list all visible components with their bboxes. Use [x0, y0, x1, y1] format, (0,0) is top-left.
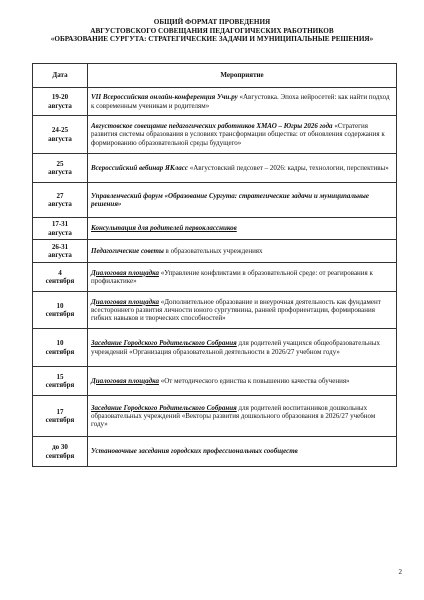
event-description [88, 154, 397, 183]
event-details: для родителей учащихся общеобразовательных учреждений «Организация образовательной деятельности в 2026/27 учебном году» [91, 339, 380, 356]
event-date: до 30 сентября [33, 437, 88, 467]
event-description [88, 218, 397, 240]
title-line-3: «ОБРАЗОВАНИЕ СУРГУТА: СТРАТЕГИЧЕСКИЕ ЗАДАЧИ И МУНИЦИПАЛЬНЫЕ РЕШЕНИЯ» [50, 35, 374, 44]
event-date: 15 сентября [33, 367, 88, 396]
event-details: «Управление конфликтами в образовательной среде: от реагирования к профилактике» [91, 268, 373, 285]
event-title: Управленческий форум «Образование Сургута: стратегические задачи и муниципальные решения» [91, 191, 370, 208]
event-date: 19-20 августа [33, 88, 88, 116]
event-description [88, 292, 397, 329]
event-details: для родителей воспитанников дошкольных образовательных учреждений «Векторы развития дошкольного образования в 2026/27 учебном году» [91, 403, 376, 429]
table-row [33, 88, 397, 116]
table-row [33, 367, 397, 396]
event-details: «Стратегия развития системы образования в условиях трансформации общества: от обновления содержания к формированию образовательной среды будущего» [91, 122, 385, 147]
event-title: Педагогические советы [91, 246, 164, 255]
event-date: 17 сентября [33, 396, 88, 437]
event-title: Заседание Городского Родительского Собрания [91, 403, 237, 412]
event-details: «От методического единства к повышению качества обучения» [158, 376, 350, 385]
event-date: 24-25 августа [33, 116, 88, 154]
event-description [88, 240, 397, 263]
table-row [33, 154, 397, 183]
event-title: Диалоговая площадка [91, 297, 159, 306]
event-details: «Августовский педсовет – 2026: кадры, технологии, перспективы» [187, 163, 389, 172]
table-row [33, 437, 397, 467]
event-description [88, 183, 397, 218]
title-line-2: АВГУСТОВСКОГО СОВЕЩАНИЯ ПЕДАГОГИЧЕСКИХ РАБОТНИКОВ [90, 26, 334, 35]
event-title: Диалоговая площадка [91, 376, 159, 385]
event-date: 10 сентября [33, 329, 88, 367]
header-date: Дата [33, 64, 88, 88]
table-row [33, 116, 397, 154]
event-description [88, 116, 397, 154]
event-title: VII Всероссийская онлайн-конференция Учи.ру [91, 93, 238, 102]
table-row [33, 183, 397, 218]
event-date: 25 августа [33, 154, 88, 183]
event-title: Установочные заседания городских профессиональных сообществ [91, 447, 298, 456]
event-date: 17-31 августа [33, 218, 88, 240]
event-date: 4 сентября [33, 263, 88, 292]
event-description [88, 88, 397, 116]
event-details: «Дополнительное образование и внеурочная деятельность как фундамент всестороннего развития личности юного сургутянина, ранней профориентации, формирования гибких навыков и творческих способностей» [91, 297, 381, 323]
table-row [33, 329, 397, 367]
event-description [88, 367, 397, 396]
event-description [88, 263, 397, 292]
schedule-table [32, 63, 397, 467]
page-number: 2 [398, 568, 402, 576]
event-title: Диалоговая площадка [91, 268, 159, 277]
event-title: Всероссийский вебинар ЯКласс [91, 163, 188, 172]
event-description [88, 329, 397, 367]
document-title [0, 18, 424, 44]
table-row [33, 396, 397, 437]
event-details: в образовательных учреждениях [163, 246, 263, 255]
event-title: Заседание Городского Родительского Собрания [91, 339, 237, 348]
header-event: Мероприятие [88, 64, 397, 88]
table-header-row [33, 64, 397, 88]
event-date: 26-31 августа [33, 240, 88, 263]
event-details: «Августовка. Эпоха нейросетей: как найти подход к современным ученикам и родителям» [91, 93, 390, 110]
event-title: Консультация для родителей первоклассников [91, 224, 237, 233]
event-description [88, 437, 397, 467]
event-description [88, 396, 397, 437]
event-date: 10 сентября [33, 292, 88, 329]
event-title: Августовское совещание педагогических работников ХМАО – Югры 2026 года [91, 122, 333, 131]
table-row [33, 218, 397, 240]
title-line-1: ОБЩИЙ ФОРМАТ ПРОВЕДЕНИЯ [153, 18, 271, 26]
table-row [33, 240, 397, 263]
event-date: 27 августа [33, 183, 88, 218]
table-row [33, 292, 397, 329]
table-row [33, 263, 397, 292]
